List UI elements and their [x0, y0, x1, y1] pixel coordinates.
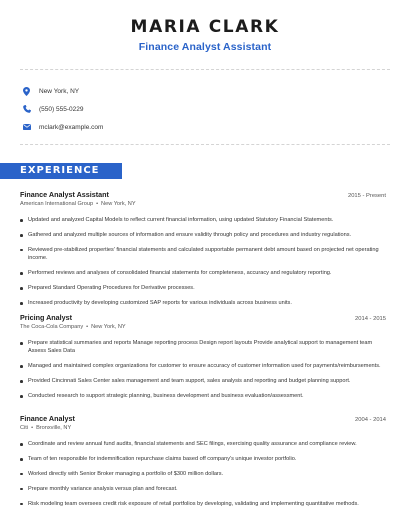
list-item: Conducted research to support strategic planning, business development and business evaluation/assessment.: [20, 392, 386, 400]
job-company: The Coca-Cola Company: [20, 324, 84, 330]
list-item: Worked directly with Senior Broker managing a portfolio of $300 million dollars.: [20, 470, 386, 478]
job-company-line: The Coca-Cola Company • New York, NY: [20, 324, 126, 330]
list-item: Risk modeling team oversees credit risk exposure of retail portfolios by developing, validating and implementing quantitative methods.: [20, 500, 386, 508]
job-bullets: [20, 216, 386, 307]
list-item: Prepared Standard Operating Procedures for Derivative processes.: [20, 284, 386, 292]
job-entry: [20, 414, 386, 515]
job-location: New York, NY: [101, 201, 136, 207]
location-pin-icon: [22, 87, 31, 96]
resume-header: [0, 16, 410, 53]
list-item: Increased productivity by developing customized SAP reports for various individuals across business units.: [20, 299, 386, 307]
job-bullets: [20, 440, 386, 508]
job-bullets: [20, 339, 386, 401]
list-item: Gathered and analyzed multiple sources of information and ensure validity through policy and procedures and industry regulations.: [20, 231, 386, 239]
phone-icon: [22, 105, 31, 114]
job-dates: 2014 - 2015: [355, 316, 386, 322]
list-item: Provided Cincinnati Sales Center sales management and team support, sales analysis and reporting and budget planning support.: [20, 377, 386, 385]
job-company: Citi: [20, 425, 29, 431]
contact-email: [22, 118, 382, 136]
job-dates: 2004 - 2014: [355, 417, 386, 423]
email-icon: [22, 123, 31, 132]
list-item: Prepare statistical summaries and reports Manage reporting process Design report layouts Provide analytical support to management team Assess Sales Data: [20, 339, 386, 356]
contact-location: [22, 82, 382, 100]
job-entry: [20, 313, 386, 407]
job-title: Finance Analyst Assistant: [20, 190, 109, 199]
candidate-title: Finance Analyst Assistant: [138, 41, 272, 53]
divider: [20, 69, 390, 70]
section-heading-experience: [0, 163, 122, 179]
contact-phone-text: (550) 555-0229: [39, 105, 84, 113]
contact-list: [22, 82, 382, 136]
section-heading-label: EXPERIENCE: [20, 165, 100, 176]
list-item: Team of ten responsible for indemnification repurchase claims based off company's unique investor portfolio.: [20, 455, 386, 463]
job-company-line: American International Group • New York, NY: [20, 201, 136, 207]
job-company-line: Citi • Bronxville, NY: [20, 425, 72, 431]
list-item: Prepare monthly variance analysis versus plan and forecast.: [20, 485, 386, 493]
divider: [20, 144, 390, 145]
list-item: Reviewed pre-stabilized properties' financial statements and calculated supportable permanent debt amount based on projected net operating income.: [20, 246, 386, 263]
contact-phone: [22, 100, 382, 118]
job-company: American International Group: [20, 201, 94, 207]
contact-email-text: mclark@example.com: [39, 123, 104, 131]
job-entry: [20, 190, 386, 314]
job-location: New York, NY: [91, 324, 126, 330]
job-title: Pricing Analyst: [20, 313, 73, 322]
contact-location-text: New York, NY: [39, 87, 80, 95]
list-item: Updated and analyzed Capital Models to reflect current financial information, using updated Statutory Financial Statements.: [20, 216, 386, 224]
list-item: Managed and maintained complex organizations for customer to ensure accuracy of customer information used for payments/reimbursements.: [20, 362, 386, 370]
job-location: Bronxville, NY: [36, 425, 72, 431]
job-dates: 2015 - Present: [347, 193, 386, 199]
candidate-name: MARIA CLARK: [130, 17, 280, 37]
job-title: Finance Analyst: [20, 414, 75, 423]
list-item: Coordinate and review annual fund audits, financial statements and SEC filings, exercising quality assurance and compliance review.: [20, 440, 386, 448]
list-item: Performed reviews and analyses of consolidated financial statements for completeness, accuracy and regulatory reporting.: [20, 269, 386, 277]
